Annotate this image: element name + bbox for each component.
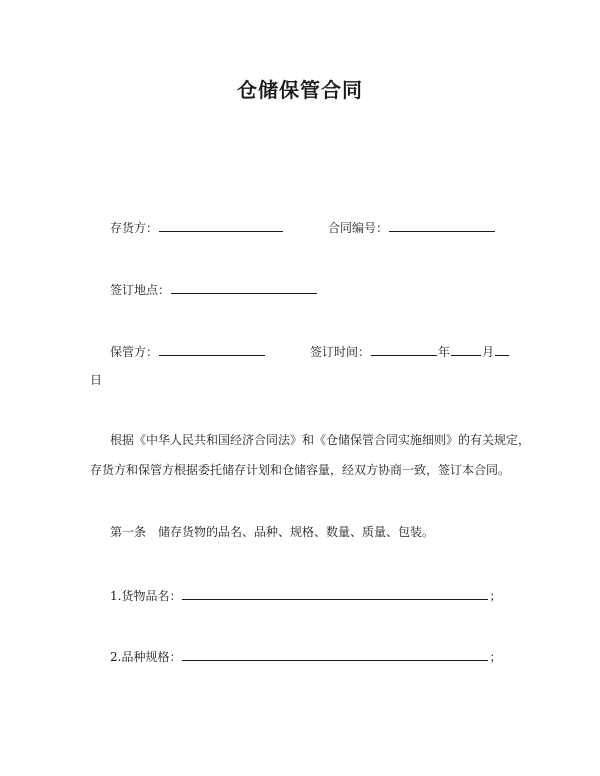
sign-time-label: 签订时间： — [310, 345, 371, 359]
sign-year-blank[interactable] — [371, 342, 437, 356]
contract-no-blank[interactable] — [389, 218, 495, 232]
day-label: 日 — [90, 373, 103, 387]
sign-place-blank[interactable] — [171, 280, 317, 294]
preamble-line-2: 存货方和保管方根据委托储存计划和仓储容量，经双方协商一致，签订本合同。 — [90, 463, 511, 477]
contract-no-row — [328, 218, 496, 236]
day-row — [90, 372, 102, 388]
year-label: 年 — [438, 345, 451, 359]
keeper-blank[interactable] — [159, 342, 265, 356]
preamble-line-1: 根据《中华人民共和国经济合同法》和《仓储保管合同实施细则》的有关规定， — [110, 433, 531, 447]
page-title: 仓储保管合同 — [237, 78, 363, 102]
variety-spec-blank[interactable] — [182, 647, 488, 661]
article-1-heading: 第一条 储存货物的品名、品种、规格、数量、质量、包装。 — [110, 525, 435, 539]
depositor-row — [110, 218, 284, 236]
month-label: 月 — [482, 345, 495, 359]
sign-day-blank[interactable] — [495, 342, 509, 356]
depositor-blank[interactable] — [159, 218, 283, 232]
contract-no-label: 合同编号： — [328, 221, 389, 235]
depositor-label: 存货方： — [110, 221, 159, 235]
sign-place-row — [110, 280, 318, 298]
goods-name-end: ； — [489, 589, 502, 603]
sign-place-label: 签订地点： — [110, 283, 171, 297]
goods-name-label: 1.货物品名： — [110, 589, 182, 603]
variety-spec-row — [110, 647, 501, 665]
sign-month-blank[interactable] — [451, 342, 481, 356]
variety-spec-label: 2.品种规格： — [110, 650, 182, 664]
goods-name-blank[interactable] — [182, 586, 488, 600]
keeper-row — [110, 342, 266, 360]
goods-name-row — [110, 586, 501, 604]
sign-time-row — [310, 342, 510, 360]
variety-spec-end: ； — [489, 650, 502, 664]
keeper-label: 保管方： — [110, 345, 159, 359]
